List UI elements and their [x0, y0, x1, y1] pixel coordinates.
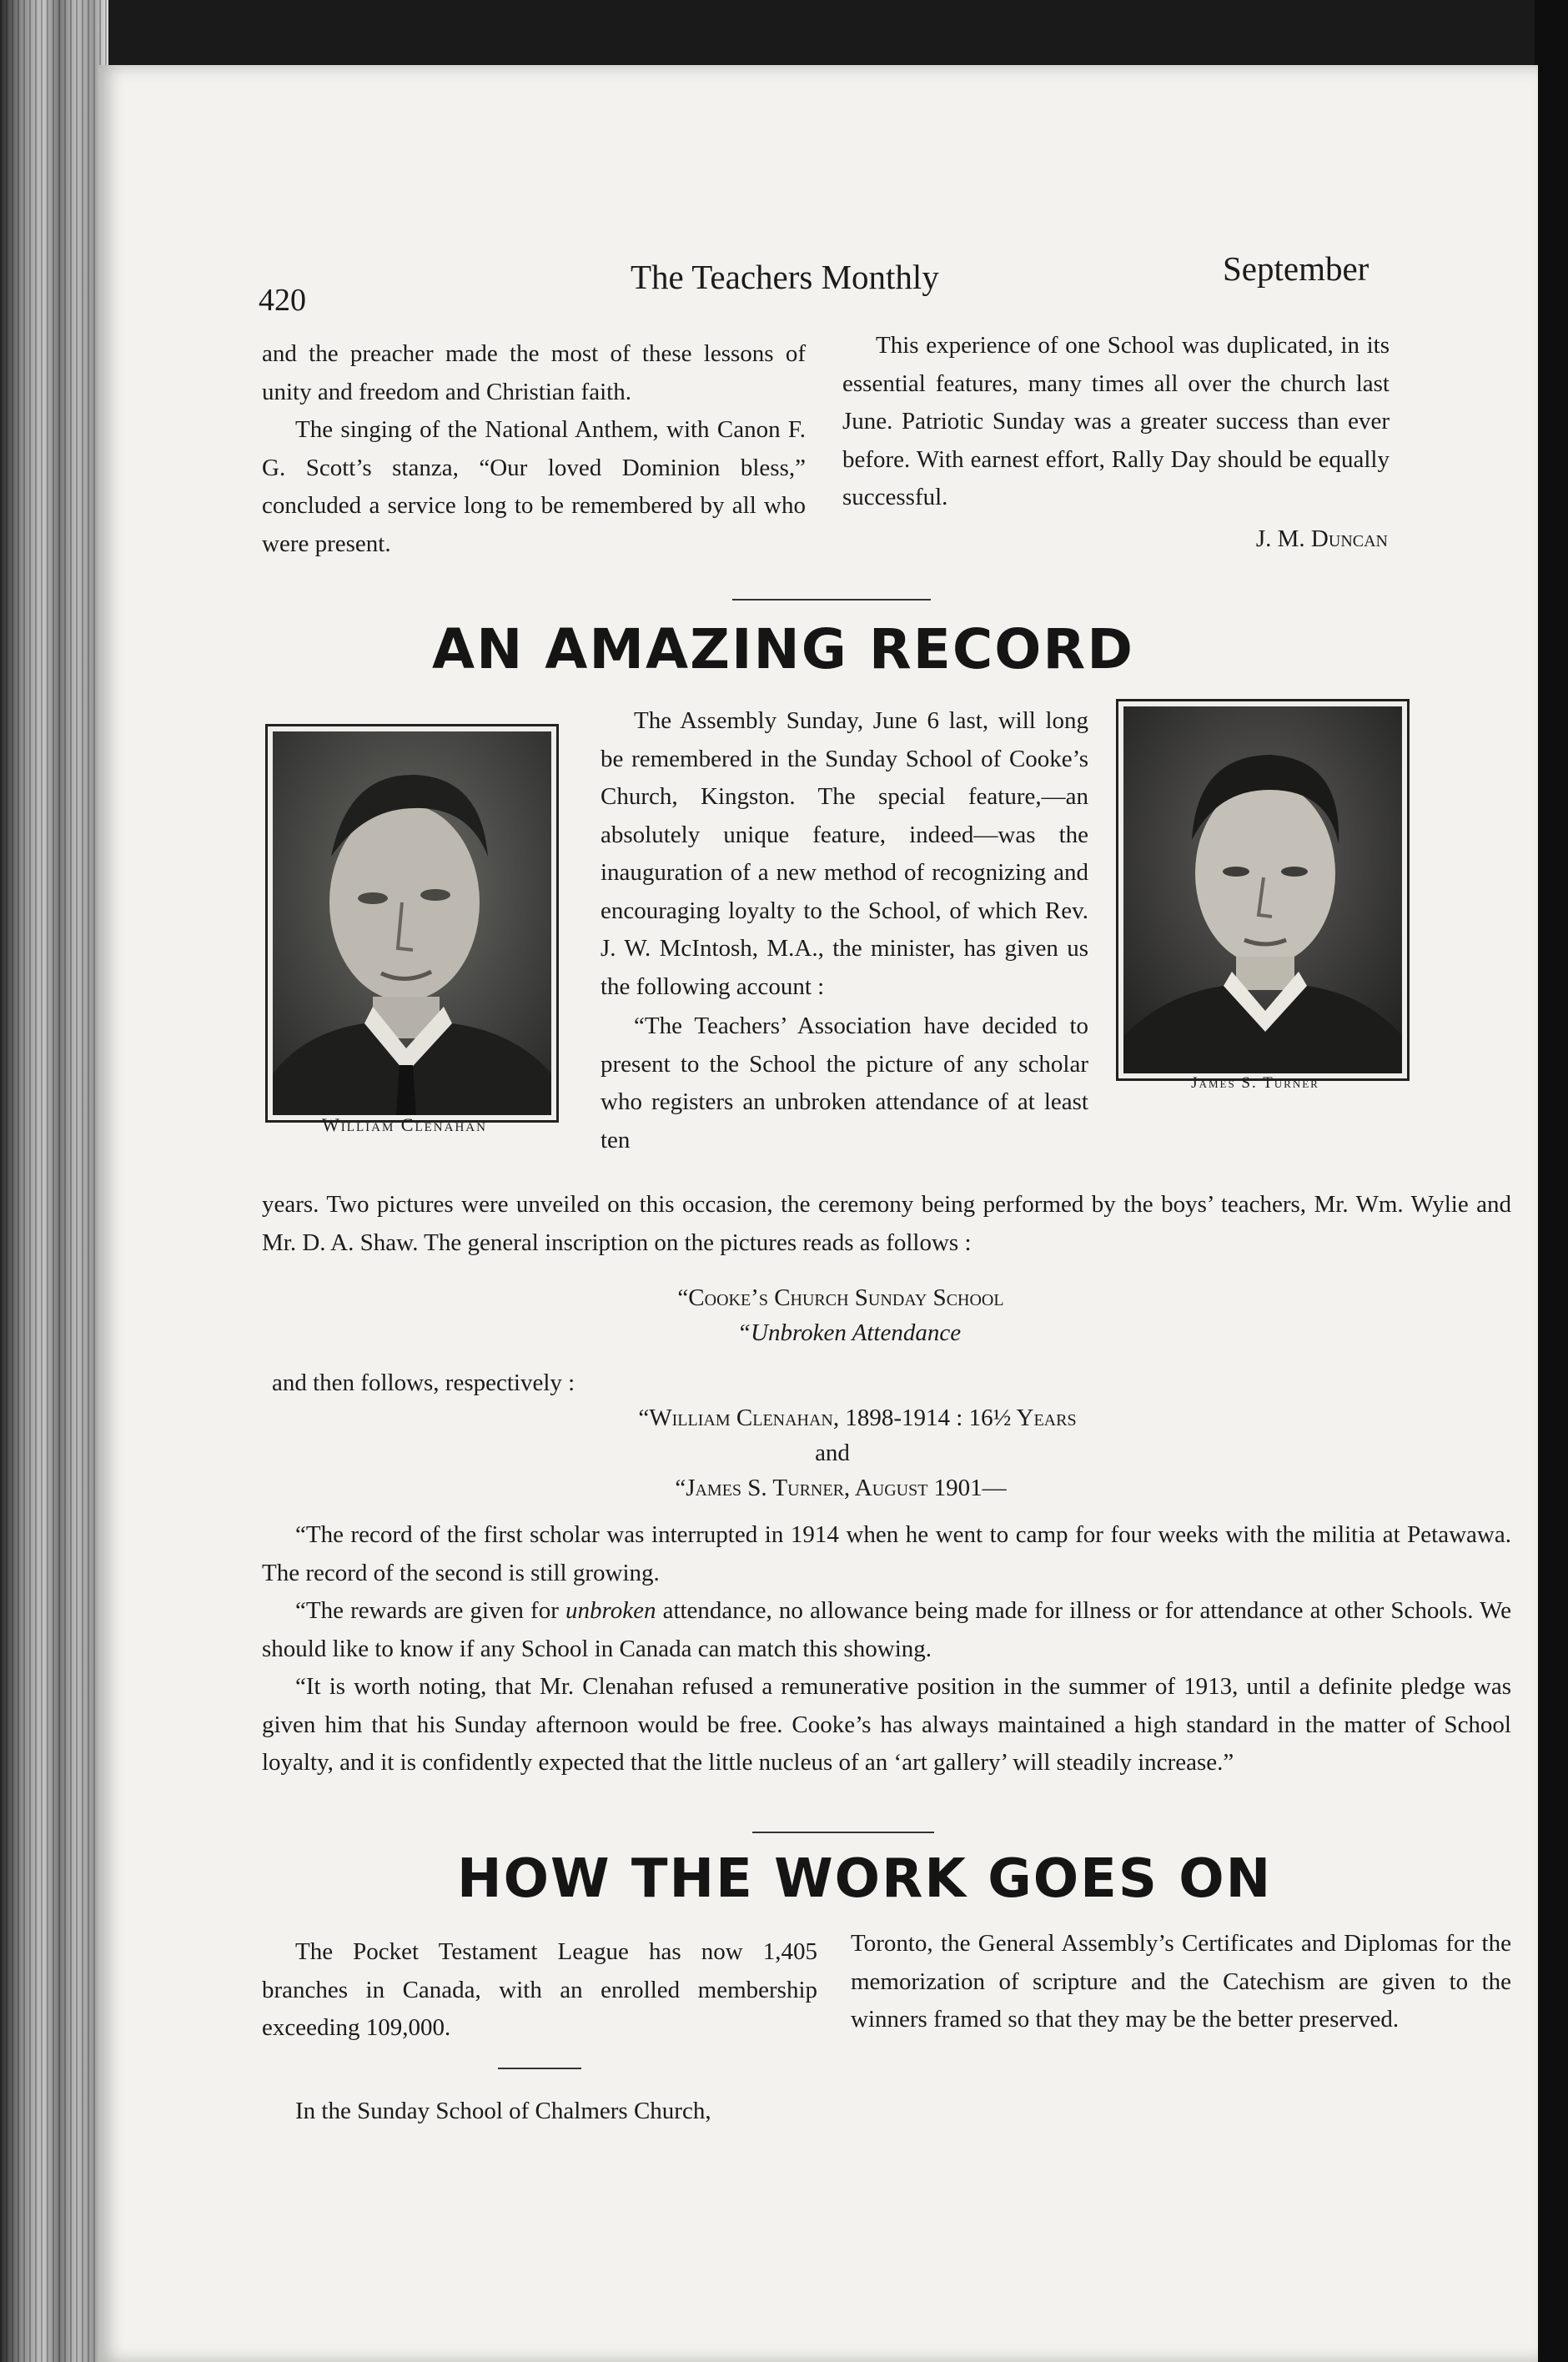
- inscription-line-1: “Cooke’s Church Sunday School: [677, 1284, 1004, 1311]
- rewards-emphasis: unbroken: [565, 1597, 656, 1624]
- rewards-text-b: attendance, no allowance being made for illness or for attendance at other Schools. We should like to know if any School in Canada can match this showing.: [262, 1597, 1512, 1662]
- book-cover-edge: [1535, 0, 1568, 2362]
- rewards-text-a: “The rewards are given for: [295, 1597, 565, 1624]
- top-left-column: [262, 335, 806, 563]
- portrait-photo-left: [265, 724, 559, 1123]
- then-follows-line: and then follows, respectively :: [272, 1369, 575, 1396]
- signature: J. M. Duncan: [1255, 525, 1388, 552]
- certificates-paragraph: Toronto, the General Assembly’s Certificates and Diplomas for the memorization of scripture and the Catechism are given to the winners framed so that they may be the better preserved.: [851, 1930, 1511, 2033]
- magazine-page: [98, 65, 1538, 2362]
- portrait-photo-right: [1116, 699, 1410, 1081]
- article2-left-column: [262, 1933, 817, 2130]
- inscription-line-2: “Unbroken Attendance: [736, 1319, 962, 1346]
- section-rule: [732, 599, 931, 601]
- running-month: September: [1223, 249, 1369, 288]
- photo-caption-left: William Clenahan: [322, 1114, 487, 1135]
- article-intro-column: [601, 702, 1088, 1159]
- portrait-william-clenahan: [273, 731, 551, 1115]
- record-line-clenahan: “William Clenahan, 1898-1914 : 16½ Years: [638, 1405, 1077, 1431]
- top-right-column: [842, 327, 1390, 558]
- top-left-paragraph: and the preacher made the most of these lessons of unity and freedom and Christian faith.: [262, 340, 806, 405]
- paragraph-rule: [498, 2068, 581, 2069]
- portrait-james-turner: [1123, 706, 1402, 1073]
- article2-right-column: [851, 1925, 1511, 2039]
- and-line: and: [815, 1440, 850, 1466]
- article-body-continued: [262, 1186, 1511, 1262]
- article-intro-paragraph: The Assembly Sunday, June 6 last, will long be remembered in the Sunday School of Cooke’s Church, Kingston. The special feature,—an absolutely unique feature, indeed—was the inauguration of a new method of recognizing and encouraging loyalty to the School, of which Rev. J. W. McIntosh, M.A., the minister, has given us the following account :: [601, 707, 1088, 1000]
- article-quote-start: “The Teachers’ Association have decided to present to the School the picture of any scholar who registers an unbroken attendance of at least ten: [601, 1013, 1088, 1153]
- top-left-paragraph: The singing of the National Anthem, with Canon F. G. Scott’s stanza, “Our loved Dominion bless,” concluded a service long to be remembered by all who were present.: [262, 416, 806, 557]
- running-title: The Teachers Monthly: [631, 258, 939, 296]
- pocket-testament-paragraph: The Pocket Testament League has now 1,405 branches in Canada, with an enrolled membership exceeding 109,000.: [262, 1938, 817, 2041]
- article-headline: HOW THE WORK GOES ON: [457, 1848, 1273, 1910]
- photo-caption-right: James S. Turner: [1191, 1074, 1319, 1092]
- section-rule: [752, 1832, 934, 1833]
- article-headline: AN AMAZING RECORD: [432, 617, 1134, 681]
- article-quote-continued: years. Two pictures were unveiled on this occasion, the ceremony being performed by the boys’ teachers, Mr. Wm. Wylie and Mr. D. A. Shaw. The general inscription on the pictures reads as follows :: [262, 1191, 1511, 1256]
- page-number: 420: [259, 283, 306, 318]
- article-closing-paragraphs: [262, 1516, 1511, 1782]
- record-line-turner: “James S. Turner, August 1901—: [675, 1475, 1007, 1501]
- chalmers-paragraph: In the Sunday School of Chalmers Church,: [295, 2097, 711, 2124]
- noting-paragraph: “It is worth noting, that Mr. Clenahan refused a remunerative position in the summer of 1913, until a definite pledge was given him that his Sunday afternoon would be free. Cooke’s has always maintained a high standard in the matter of School loyalty, and it is confidently expected that the little nucleus of an ‘art gallery’ will steadily increase.”: [262, 1673, 1511, 1776]
- top-right-paragraph: This experience of one School was duplicated, in its essential features, many times all over the church last June. Patriotic Sunday was a greater success than ever before. With earnest effort, Rally Day should be equally successful.: [842, 332, 1390, 510]
- record-paragraph: “The record of the first scholar was interrupted in 1914 when he went to camp for four weeks with the militia at Petawawa. The record of the second is still growing.: [262, 1521, 1511, 1586]
- book-page-edge-lines: [0, 0, 108, 2362]
- rewards-paragraph: [262, 1592, 1511, 1668]
